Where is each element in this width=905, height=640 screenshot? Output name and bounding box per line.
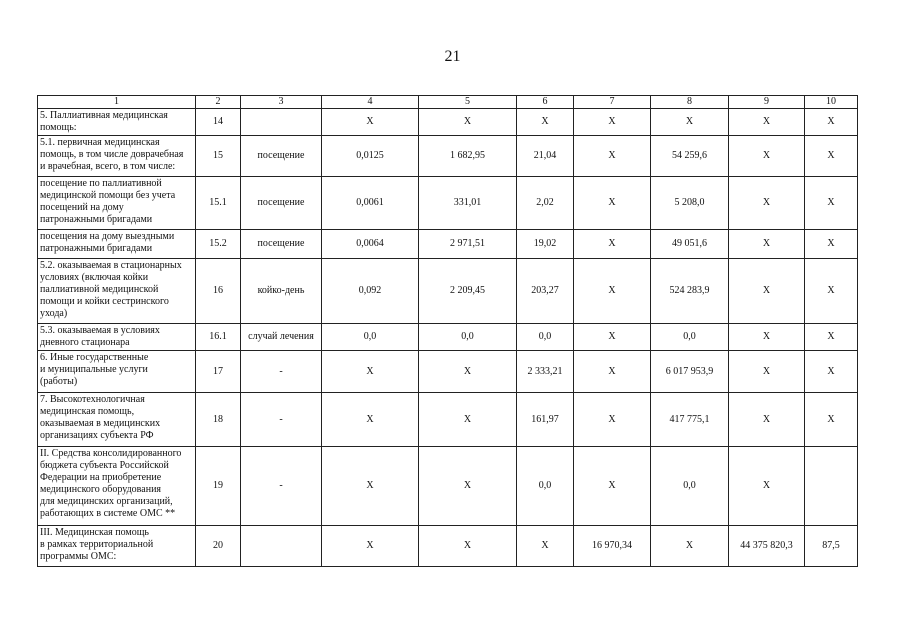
table-cell: X [419, 526, 517, 567]
table-row [38, 230, 858, 259]
table-cell: X [729, 230, 805, 259]
table-row [38, 447, 858, 526]
unit-cell [241, 526, 322, 567]
table-row [38, 324, 858, 351]
table-cell: X [805, 324, 858, 351]
table-cell: X [574, 136, 651, 177]
table-cell: X [322, 109, 419, 136]
table-cell: 0,0061 [322, 177, 419, 230]
table-cell: 2 333,21 [517, 351, 574, 393]
table-cell: 0,0 [322, 324, 419, 351]
row-code: 16.1 [196, 324, 241, 351]
row-code: 18 [196, 393, 241, 447]
data-table [37, 95, 858, 567]
column-header: 2 [196, 96, 241, 109]
row-description: посещения на дому выездными патронажными бригадами [38, 230, 196, 259]
unit-cell: койко-день [241, 259, 322, 324]
row-code: 15.1 [196, 177, 241, 230]
table-cell: X [729, 447, 805, 526]
table-row [38, 177, 858, 230]
table-cell: 44 375 820,3 [729, 526, 805, 567]
table-cell: X [322, 351, 419, 393]
table-cell: X [805, 109, 858, 136]
page-number: 21 [444, 48, 461, 65]
table-cell: X [574, 259, 651, 324]
table-cell: X [805, 136, 858, 177]
table-row [38, 136, 858, 177]
table-cell: 0,0 [651, 324, 729, 351]
table-cell: 0,0 [517, 324, 574, 351]
unit-cell: посещение [241, 230, 322, 259]
table-cell: 54 259,6 [651, 136, 729, 177]
table-cell: X [805, 259, 858, 324]
table-cell: X [322, 526, 419, 567]
column-header: 4 [322, 96, 419, 109]
table-cell: 87,5 [805, 526, 858, 567]
table-cell [805, 447, 858, 526]
table-cell: 16 970,34 [574, 526, 651, 567]
table-cell: X [729, 109, 805, 136]
table-cell: 161,97 [517, 393, 574, 447]
row-description: 5.2. оказываемая в стационарных условиях (включая койки паллиативной медицинской помощи и койки сестринского ухода) [38, 259, 196, 324]
table-cell: 19,02 [517, 230, 574, 259]
table-cell: 0,0 [651, 447, 729, 526]
table-cell: X [805, 177, 858, 230]
table-cell: X [729, 259, 805, 324]
table-cell: X [729, 136, 805, 177]
unit-cell: посещение [241, 136, 322, 177]
unit-cell: посещение [241, 177, 322, 230]
table-cell: 0,0 [419, 324, 517, 351]
table-cell: 5 208,0 [651, 177, 729, 230]
table-cell: 417 775,1 [651, 393, 729, 447]
table-cell: 0,0064 [322, 230, 419, 259]
row-code: 20 [196, 526, 241, 567]
table-cell: 21,04 [517, 136, 574, 177]
table-cell: X [805, 351, 858, 393]
table-cell: X [574, 230, 651, 259]
table-cell: X [651, 109, 729, 136]
row-code: 14 [196, 109, 241, 136]
column-header: 1 [38, 96, 196, 109]
row-code: 15.2 [196, 230, 241, 259]
column-header: 6 [517, 96, 574, 109]
table-cell: X [419, 351, 517, 393]
unit-cell: - [241, 447, 322, 526]
table-cell: 524 283,9 [651, 259, 729, 324]
row-description: 7. Высокотехнологичная медицинская помощь, оказываемая в медицинских организациях субъекта РФ [38, 393, 196, 447]
table-cell: X [419, 393, 517, 447]
table-row [38, 526, 858, 567]
table-cell: X [517, 109, 574, 136]
table-cell: X [322, 393, 419, 447]
row-description: 5.1. первичная медицинская помощь, в том числе доврачебная и врачебная, всего, в том числе: [38, 136, 196, 177]
table-row [38, 109, 858, 136]
table-cell: X [729, 351, 805, 393]
table-cell: 49 051,6 [651, 230, 729, 259]
column-header: 9 [729, 96, 805, 109]
table-cell: 203,27 [517, 259, 574, 324]
table-cell: X [574, 351, 651, 393]
row-description: 5.3. оказываемая в условиях дневного стационара [38, 324, 196, 351]
row-description: 6. Иные государственные и муниципальные услуги (работы) [38, 351, 196, 393]
table-cell: X [574, 447, 651, 526]
header-row [38, 96, 858, 109]
table-cell: 6 017 953,9 [651, 351, 729, 393]
table-cell: X [322, 447, 419, 526]
column-header: 8 [651, 96, 729, 109]
table-cell: X [729, 393, 805, 447]
table-cell: X [805, 393, 858, 447]
row-description: посещение по паллиативной медицинской помощи без учета посещений на дому патронажными бригадами [38, 177, 196, 230]
table-cell: X [729, 324, 805, 351]
row-description: 5. Паллиативная медицинская помощь: [38, 109, 196, 136]
table-cell: 331,01 [419, 177, 517, 230]
table-cell: X [574, 177, 651, 230]
row-description: II. Средства консолидированного бюджета субъекта Российской Федерации на приобретение медицинского оборудования для медицинских организаций, работающих в системе ОМС ** [38, 447, 196, 526]
table-cell: 1 682,95 [419, 136, 517, 177]
unit-cell: случай лечения [241, 324, 322, 351]
unit-cell: - [241, 351, 322, 393]
table-row [38, 393, 858, 447]
table-cell: X [419, 447, 517, 526]
row-description: III. Медицинская помощь в рамках территориальной программы ОМС: [38, 526, 196, 567]
table-row [38, 259, 858, 324]
table-cell: 0,0125 [322, 136, 419, 177]
table-cell: 0,092 [322, 259, 419, 324]
column-header: 7 [574, 96, 651, 109]
column-header: 5 [419, 96, 517, 109]
table-cell: X [574, 393, 651, 447]
table-cell: X [729, 177, 805, 230]
table-cell: 0,0 [517, 447, 574, 526]
row-code: 16 [196, 259, 241, 324]
table-row [38, 351, 858, 393]
table-cell: 2,02 [517, 177, 574, 230]
table-cell: X [805, 230, 858, 259]
unit-cell: - [241, 393, 322, 447]
row-code: 19 [196, 447, 241, 526]
table-cell: X [574, 109, 651, 136]
table-cell: X [419, 109, 517, 136]
column-header: 10 [805, 96, 858, 109]
table-cell: 2 971,51 [419, 230, 517, 259]
table-cell: X [574, 324, 651, 351]
table-cell: 2 209,45 [419, 259, 517, 324]
table-cell: X [651, 526, 729, 567]
table-cell: X [517, 526, 574, 567]
row-code: 17 [196, 351, 241, 393]
unit-cell [241, 109, 322, 136]
column-header: 3 [241, 96, 322, 109]
row-code: 15 [196, 136, 241, 177]
